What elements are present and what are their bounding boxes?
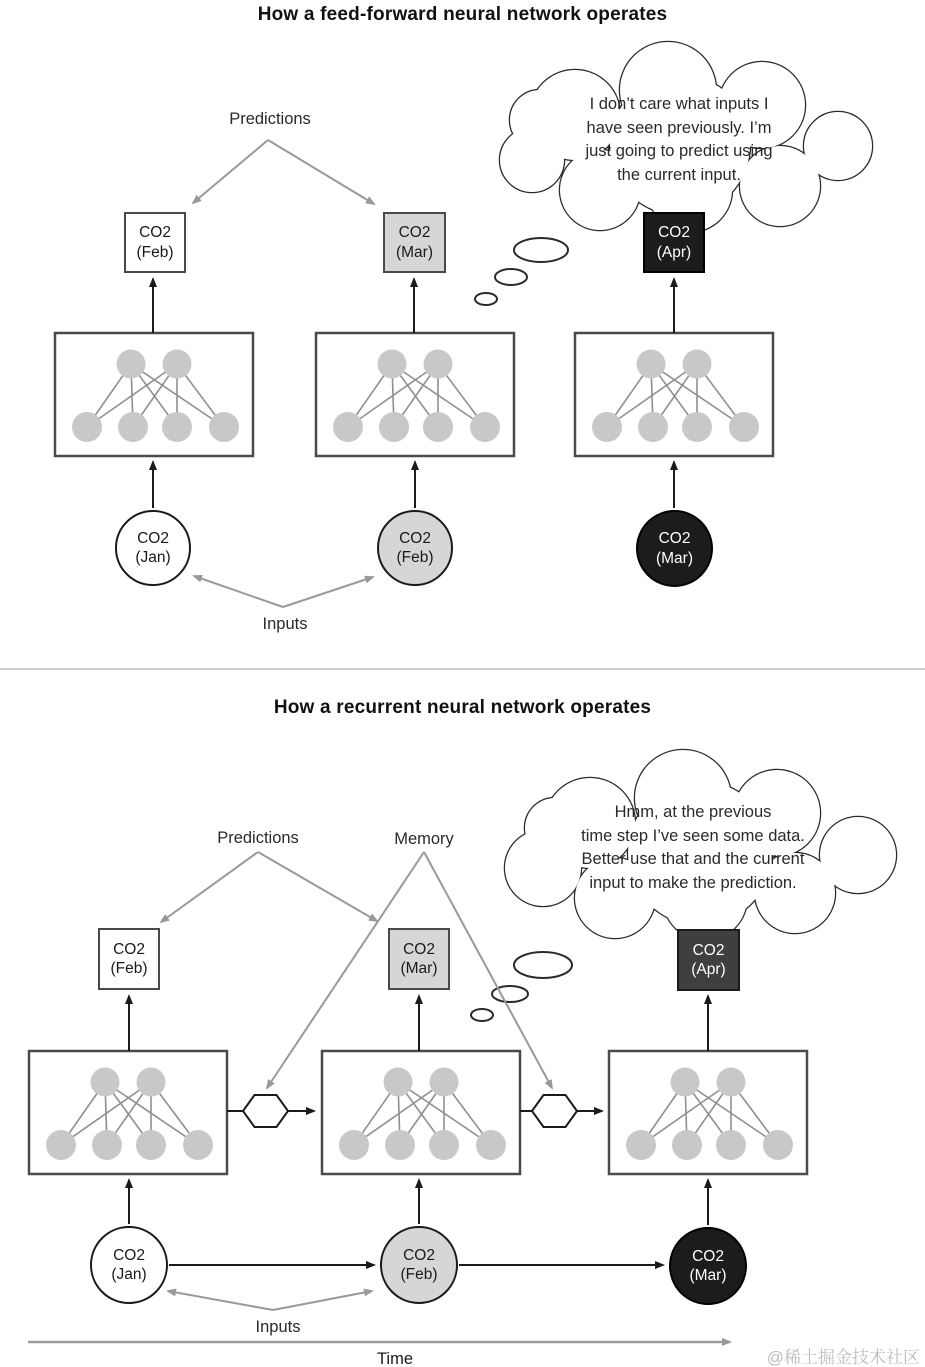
node-line: CO2	[113, 940, 145, 958]
node-line: (Apr)	[656, 243, 692, 261]
node-line: (Feb)	[396, 549, 434, 566]
node-line: (Feb)	[400, 1266, 438, 1283]
inputs-arrows-recurrent	[168, 1291, 372, 1310]
thought-line: the current input.	[617, 165, 741, 184]
inputs-arrows-feed-forward	[194, 576, 373, 607]
output-node-feb-ff	[124, 212, 186, 273]
node-line: (Mar)	[655, 549, 694, 567]
predictions-arrows-recurrent	[161, 852, 377, 922]
input-node-mar-rnn	[669, 1227, 747, 1305]
input-node-jan-ff	[115, 510, 191, 586]
inputs-label-recurrent: Inputs	[255, 1318, 301, 1336]
predictions-label-recurrent: Predictions	[217, 829, 299, 847]
node-line: CO2	[137, 529, 169, 547]
node-line: (Mar)	[689, 1267, 727, 1284]
thought-text-recurrent	[552, 801, 834, 895]
network-blocks-feed-forward	[55, 333, 773, 456]
node-line: CO2	[658, 224, 690, 241]
input-node-mar-ff	[636, 510, 713, 587]
inputs-label-feed-forward: Inputs	[262, 615, 308, 633]
input-node-feb-rnn	[380, 1226, 458, 1304]
node-line: CO2	[403, 940, 435, 958]
output-node-apr-ff	[643, 212, 705, 273]
node-line: CO2	[113, 1246, 145, 1264]
node-line: (Jan)	[135, 549, 171, 566]
node-line: CO2	[403, 1246, 435, 1264]
node-line: (Apr)	[691, 961, 726, 978]
node-line: CO2	[399, 529, 431, 547]
thought-line: input to make the prediction.	[589, 873, 797, 892]
node-line: (Mar)	[400, 960, 438, 977]
node-line: CO2	[139, 224, 171, 241]
watermark: @稀土掘金技术社区	[766, 1348, 920, 1367]
node-line: CO2	[658, 530, 691, 547]
thought-trail-bubbles-recurrent	[471, 952, 572, 1021]
input-node-feb-ff	[377, 510, 453, 586]
node-line: (Jan)	[111, 1266, 147, 1283]
thought-line: Hmm, at the previous	[614, 803, 772, 821]
node-line: CO2	[692, 1247, 724, 1265]
input-node-jan-rnn	[90, 1226, 168, 1304]
network-blocks-recurrent	[29, 1051, 807, 1174]
thought-line: time step I’ve seen some data.	[581, 826, 805, 845]
recurrent-title: How a recurrent neural network operates	[273, 697, 652, 718]
output-node-feb-rnn	[98, 928, 160, 990]
thought-trail-bubbles-feed-forward	[475, 238, 568, 305]
node-line: CO2	[692, 941, 725, 959]
node-line: (Mar)	[395, 243, 434, 261]
thought-text-feed-forward	[548, 93, 810, 187]
output-node-apr-rnn	[677, 929, 740, 991]
node-line: (Feb)	[136, 243, 174, 261]
output-node-mar-rnn	[388, 928, 450, 990]
thought-line: I don’t care what inputs I	[589, 95, 769, 113]
predictions-label-feed-forward: Predictions	[229, 110, 311, 128]
feed-forward-title: How a feed-forward neural network operates	[257, 4, 668, 25]
thought-line: Better use that and the current	[581, 850, 805, 868]
node-line: CO2	[398, 224, 431, 241]
predictions-arrows-feed-forward	[193, 140, 374, 204]
time-label: Time	[376, 1350, 414, 1367]
memory-label-recurrent: Memory	[394, 830, 454, 848]
thought-line: just going to predict using	[585, 142, 773, 160]
node-line: (Feb)	[110, 960, 148, 977]
thought-line: have seen previously. I’m	[586, 118, 772, 137]
output-node-mar-ff	[383, 212, 446, 273]
